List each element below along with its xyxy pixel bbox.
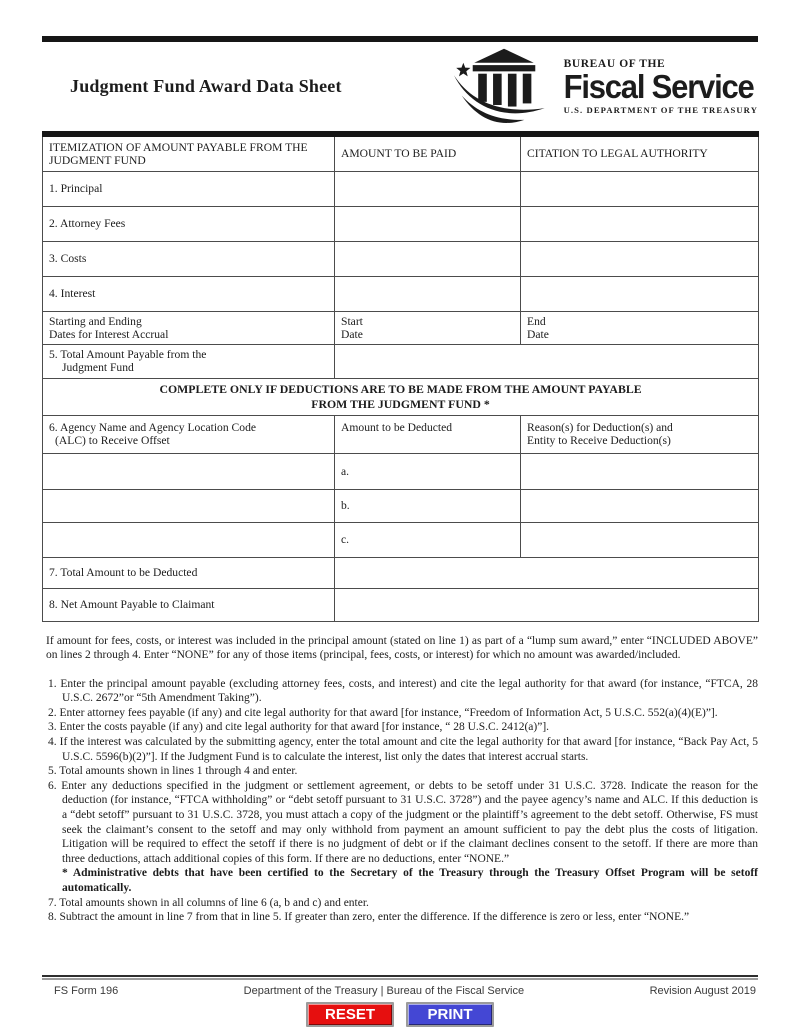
award-data-table: [42, 131, 759, 622]
form-header: [42, 42, 758, 131]
deduction-c-agency-field[interactable]: [43, 522, 335, 557]
logo-text: [564, 58, 758, 115]
attorney-fees-amount-field[interactable]: [335, 206, 521, 241]
instruction-item-7: 7. Total amounts shown in all columns of line 6 (a, b and c) and enter.: [48, 896, 369, 909]
instruction-item-2: 2. Enter attorney fees payable (if any) and cite legal authority for that award [for instance, “Freedom of Information Act, 5 U.S.C. 552(a)(4)(E)”].: [48, 706, 718, 719]
column-3: [507, 73, 516, 106]
deductions-title-line1: COMPLETE ONLY IF DEDUCTIONS ARE TO BE MADE FROM THE AMOUNT PAYABLE: [159, 381, 642, 396]
end-date-label: Date: [527, 327, 549, 341]
total-payable-line2: Judgment Fund: [62, 361, 134, 374]
start-date-label: Date: [341, 327, 363, 341]
agency-alc-line2: (ALC) to Receive Offset: [55, 434, 170, 447]
deduction-b-amount-field[interactable]: b.: [335, 489, 521, 522]
total-payable-line1: 5. Total Amount Payable from the: [49, 348, 207, 361]
accrual-dates-label: [43, 311, 335, 344]
footer-agency: Department of the Treasury | Bureau of the Fiscal Service: [243, 984, 525, 997]
reason-line2: Entity to Receive Deduction(s): [527, 434, 671, 447]
fiscal-service-logo: [448, 44, 758, 130]
start-label: Start: [341, 314, 363, 328]
principal-citation-field[interactable]: [521, 171, 759, 206]
instructions-list: [48, 677, 758, 925]
reason-line1: Reason(s) for Deduction(s) and: [527, 421, 673, 434]
page-title: Judgment Fund Award Data Sheet: [70, 76, 342, 96]
costs-citation-field[interactable]: [521, 241, 759, 276]
treasury-building-icon: [448, 44, 560, 130]
footer-info: [42, 985, 758, 997]
instruction-item-1: 1. Enter the principal amount payable (excluding attorney fees, costs, and interest) and cite the legal authority for that award (for instance, “FTCA, 28 U.S.C. 2672”or “5th Amendment Taking”).: [48, 677, 758, 705]
deductions-title-line2: FROM THE JUDGMENT FUND *: [311, 396, 490, 411]
deduction-a-agency-field[interactable]: [43, 453, 335, 489]
reset-button[interactable]: RESET: [306, 1002, 394, 1027]
total-payable-field[interactable]: [335, 344, 759, 378]
accrual-label-line1: Starting and Ending: [49, 314, 142, 328]
net-payable-field[interactable]: [335, 588, 759, 621]
agency-alc-header: [43, 415, 335, 453]
end-label: End: [527, 314, 546, 328]
citation-header: CITATION TO LEGAL AUTHORITY: [521, 134, 759, 171]
instruction-item-8: 8. Subtract the amount in line 7 from that in line 5. If greater than zero, enter the difference. If the difference is zero or less, enter “NONE.”: [48, 911, 690, 924]
costs-amount-field[interactable]: [335, 241, 521, 276]
administrative-debts-note: * Administrative debts that have been certified to the Secretary of the Treasury through the Treasury Offset Program will be setoff automatically.: [62, 867, 758, 894]
logo-fiscal-service: Fiscal Service: [563, 67, 754, 106]
total-deducted-field[interactable]: [335, 557, 759, 588]
instructions-intro: If amount for fees, costs, or interest was included in the principal amount (stated on line 1) as part of a “lump sum award,” enter “INCLUDED ABOVE” on lines 2 through 4. Enter “NONE” for any of those items (principal, fees, costs, or interest) for which no amount was awarded/included.: [46, 634, 758, 662]
agency-alc-line1: 6. Agency Name and Agency Location Code: [49, 421, 257, 434]
attorney-fees-label: 2. Attorney Fees: [43, 206, 335, 241]
instruction-item-4: 4. If the interest was calculated by the submitting agency, enter the total amount and cite the legal authority for that award [for instance, “Back Pay Act, 5 U.S.C. 5596(b)(2)”]. If the Judgment Fund is to calculate the interest, list only the dates that interest accrual starts.: [48, 736, 758, 763]
costs-label: 3. Costs: [43, 241, 335, 276]
instruction-item-3: 3. Enter the costs payable (if any) and cite legal authority for that award [for instance, “ 28 U.S.C. 2412(a)”].: [48, 721, 550, 734]
deduction-c-amount-field[interactable]: c.: [335, 522, 521, 557]
interest-amount-field[interactable]: [335, 276, 521, 311]
pediment-beam: [472, 65, 535, 71]
principal-label: 1. Principal: [43, 171, 335, 206]
form-actions: [0, 1002, 800, 1027]
logo-department-line: U.S. DEPARTMENT OF THE TREASURY: [563, 105, 758, 115]
instructions-section: [46, 634, 758, 925]
footer-revision: Revision August 2019: [649, 984, 756, 997]
deduction-b-reason-field[interactable]: [521, 489, 759, 522]
print-button[interactable]: PRINT: [406, 1002, 494, 1027]
itemization-header: ITEMIZATION OF AMOUNT PAYABLE FROM THE JUDGMENT FUND: [43, 134, 335, 171]
logo-bureau-line: BUREAU OF THE: [563, 58, 666, 70]
column-1: [478, 73, 487, 101]
deductions-section-header: [43, 378, 759, 415]
deduction-b-agency-field[interactable]: [43, 489, 335, 522]
accrual-label-line2: Dates for Interest Accrual: [49, 327, 169, 341]
deduction-a-amount-field[interactable]: a.: [335, 453, 521, 489]
column-2: [493, 73, 502, 104]
reason-deduction-header: [521, 415, 759, 453]
star-icon: [456, 62, 470, 76]
column-4: [522, 73, 531, 103]
interest-start-date-field[interactable]: [335, 311, 521, 344]
deduction-a-reason-field[interactable]: [521, 453, 759, 489]
amount-deducted-header: Amount to be Deducted: [335, 415, 521, 453]
form-number: FS Form 196: [54, 984, 119, 997]
instruction-item-6: 6. Enter any deductions specified in the judgment or settlement agreement, or debts to be setoff under 31 U.S.C. 3728. Indicate the reason for the deduction (for instance, “FTCA withholding” or “debt setoff pursuant to 31 U.S.C. 3728”) and the payee agency’s name and ALC. If this deduction is a “debt setoff” pursuant to 31 U.S.C. 3728, you must attach a copy of the judgment or the plaintiff’s agreement to the debt setoff. Otherwise, FS must seek the claimant’s consent to the setoff and may only withhold from payment an amount sufficient to pay the debt plus the costs of litigation. Litigation will be required to effect the setoff if there is no judgment of debt or if the claimant declines consent to the setoff. If there are more than three deductions, attach additional copies of this form. If there are no deductions, enter “NONE.”: [48, 779, 758, 865]
net-payable-label: 8. Net Amount Payable to Claimant: [43, 588, 335, 621]
amount-to-be-paid-header: AMOUNT TO BE PAID: [335, 134, 521, 171]
interest-end-date-field[interactable]: [521, 311, 759, 344]
total-deducted-label: 7. Total Amount to be Deducted: [43, 557, 335, 588]
attorney-fees-citation-field[interactable]: [521, 206, 759, 241]
interest-label: 4. Interest: [43, 276, 335, 311]
total-payable-label: [43, 344, 335, 378]
pediment-roof: [474, 48, 533, 62]
footer-divider: [42, 975, 758, 980]
deduction-c-reason-field[interactable]: [521, 522, 759, 557]
instruction-item-5: 5. Total amounts shown in lines 1 through 4 and enter.: [48, 765, 298, 778]
interest-citation-field[interactable]: [521, 276, 759, 311]
principal-amount-field[interactable]: [335, 171, 521, 206]
